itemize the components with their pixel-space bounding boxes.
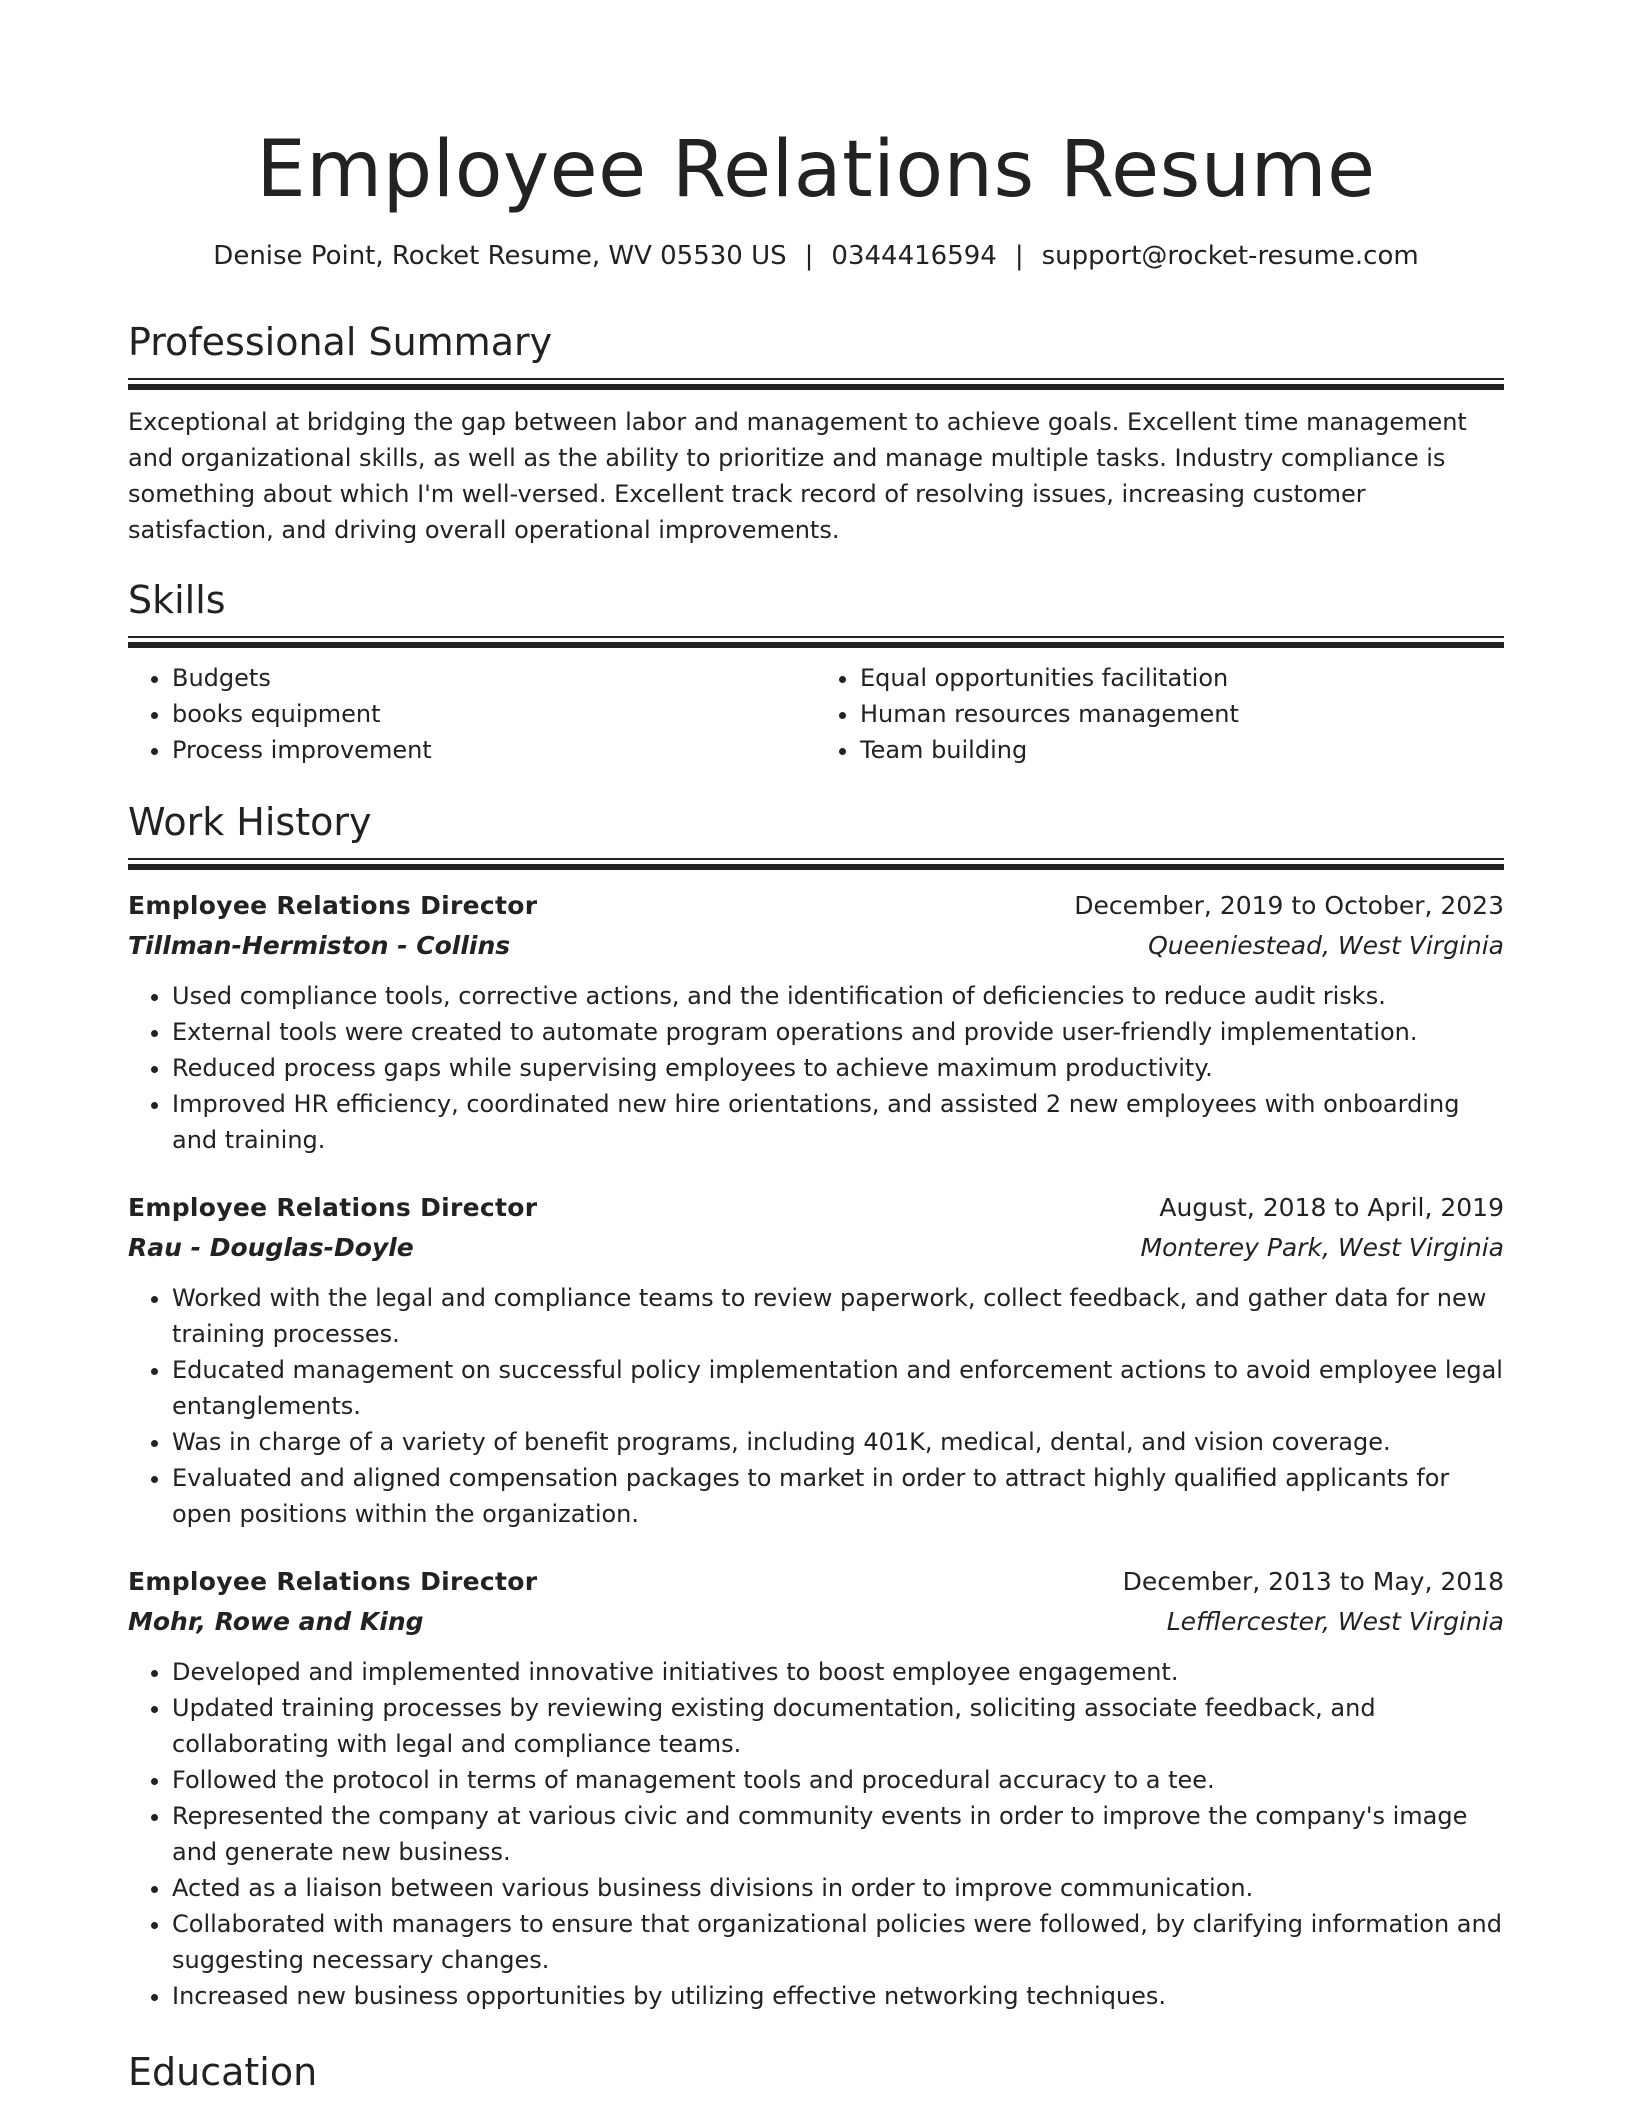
- job-dates: December, 2013 to May, 2018: [1122, 1567, 1504, 1596]
- skills-section: [128, 576, 1504, 768]
- skills-heading: Skills: [128, 578, 226, 622]
- job-bullet: • Developed and implemented innovative initiatives to boost employee engagement.: [172, 1654, 1504, 1690]
- job-title: Employee Relations Director: [128, 1193, 538, 1222]
- skills-columns: [128, 660, 1504, 768]
- job-bullets: [128, 978, 1504, 1158]
- work-section: [128, 798, 1504, 2014]
- job-dates: December, 2019 to October, 2023: [1074, 891, 1504, 920]
- contact-email: support@rocket-resume.com: [1041, 241, 1419, 271]
- section-divider: [128, 858, 1504, 870]
- job-entry: [128, 886, 1504, 1158]
- skill-item: • books equipment: [172, 696, 816, 732]
- job-bullet: • Represented the company at various civic and community events in order to improve the company's image and generate new business.: [172, 1798, 1504, 1870]
- job-bullet: • Worked with the legal and compliance teams to review paperwork, collect feedback, and gather data for new training processes.: [172, 1280, 1504, 1352]
- job-company-row: [128, 926, 1504, 966]
- skill-item: • Human resources management: [860, 696, 1504, 732]
- job-location: Queeniestead, West Virginia: [1148, 931, 1504, 960]
- job-company: Rau - Douglas-Doyle: [128, 1233, 414, 1262]
- job-dates: August, 2018 to April, 2019: [1159, 1193, 1504, 1222]
- work-heading: Work History: [128, 800, 372, 844]
- job-bullet: • Improved HR efficiency, coordinated new hire orientations, and assisted 2 new employees with onboarding and training.: [172, 1086, 1504, 1158]
- job-company-row: [128, 1228, 1504, 1268]
- job-header-row: [128, 886, 1504, 926]
- job-company-row: [128, 1602, 1504, 1642]
- skill-item: • Budgets: [172, 660, 816, 696]
- job-bullet: • Reduced process gaps while supervising employees to achieve maximum productivity.: [172, 1050, 1504, 1086]
- skill-item: • Team building: [860, 732, 1504, 768]
- job-bullets: [128, 1280, 1504, 1532]
- job-bullet: • Collaborated with managers to ensure that organizational policies were followed, by clarifying information and suggesting necessary changes.: [172, 1906, 1504, 1978]
- job-header-row: [128, 1188, 1504, 1228]
- contact-address: Denise Point, Rocket Resume, WV 05530 US: [213, 241, 787, 271]
- summary-heading: Professional Summary: [128, 320, 553, 364]
- job-entry: [128, 1188, 1504, 1532]
- job-company: Mohr, Rowe and King: [128, 1607, 424, 1636]
- job-bullet: • Evaluated and aligned compensation packages to market in order to attract highly qualified applicants for open positions within the organization.: [172, 1460, 1504, 1532]
- education-section: [128, 2048, 1504, 2096]
- skill-item: • Process improvement: [172, 732, 816, 768]
- job-title: Employee Relations Director: [128, 1567, 538, 1596]
- skills-list-left: [128, 660, 816, 768]
- job-title: Employee Relations Director: [128, 891, 538, 920]
- job-location: Lefflercester, West Virginia: [1166, 1607, 1504, 1636]
- job-bullets: [128, 1654, 1504, 2014]
- job-bullet: • External tools were created to automate program operations and provide user-friendly implementation.: [172, 1014, 1504, 1050]
- contact-phone: 0344416594: [831, 241, 997, 271]
- job-bullet: • Increased new business opportunities by utilizing effective networking techniques.: [172, 1978, 1504, 2014]
- job-bullet: • Educated management on successful policy implementation and enforcement actions to avoid employee legal entanglements.: [172, 1352, 1504, 1424]
- job-bullet: • Used compliance tools, corrective actions, and the identification of deficiencies to reduce audit risks.: [172, 978, 1504, 1014]
- job-entry: [128, 1562, 1504, 2014]
- section-divider: [128, 636, 1504, 648]
- skills-list-right: [816, 660, 1504, 768]
- job-header-row: [128, 1562, 1504, 1602]
- contact-line: [128, 238, 1504, 274]
- job-company: Tillman-Hermiston - Collins: [128, 931, 511, 960]
- section-divider: [128, 378, 1504, 390]
- summary-text: Exceptional at bridging the gap between labor and management to achieve goals. Excellent time management and organizational skills, as well as the ability to prioritize and manage multiple tasks. Industry compliance is something about which I'm well-versed. Excellent track record of resolving issues, increasing customer satisfaction, and driving overall operational improvements.: [128, 408, 1467, 544]
- contact-separator: |: [1014, 241, 1024, 271]
- skill-item: • Equal opportunities facilitation: [860, 660, 1504, 696]
- job-bullet: • Updated training processes by reviewing existing documentation, soliciting associate feedback, and collaborating with legal and compliance teams.: [172, 1690, 1504, 1762]
- summary-section: [128, 318, 1504, 548]
- job-location: Monterey Park, West Virginia: [1140, 1233, 1504, 1262]
- job-bullet: • Followed the protocol in terms of management tools and procedural accuracy to a tee.: [172, 1762, 1504, 1798]
- job-bullet: • Acted as a liaison between various business divisions in order to improve communication.: [172, 1870, 1504, 1906]
- education-heading: Education: [128, 2050, 318, 2094]
- contact-separator: |: [804, 241, 814, 271]
- resume-title: Employee Relations Resume: [256, 125, 1376, 215]
- job-bullet: • Was in charge of a variety of benefit programs, including 401K, medical, dental, and vision coverage.: [172, 1424, 1504, 1460]
